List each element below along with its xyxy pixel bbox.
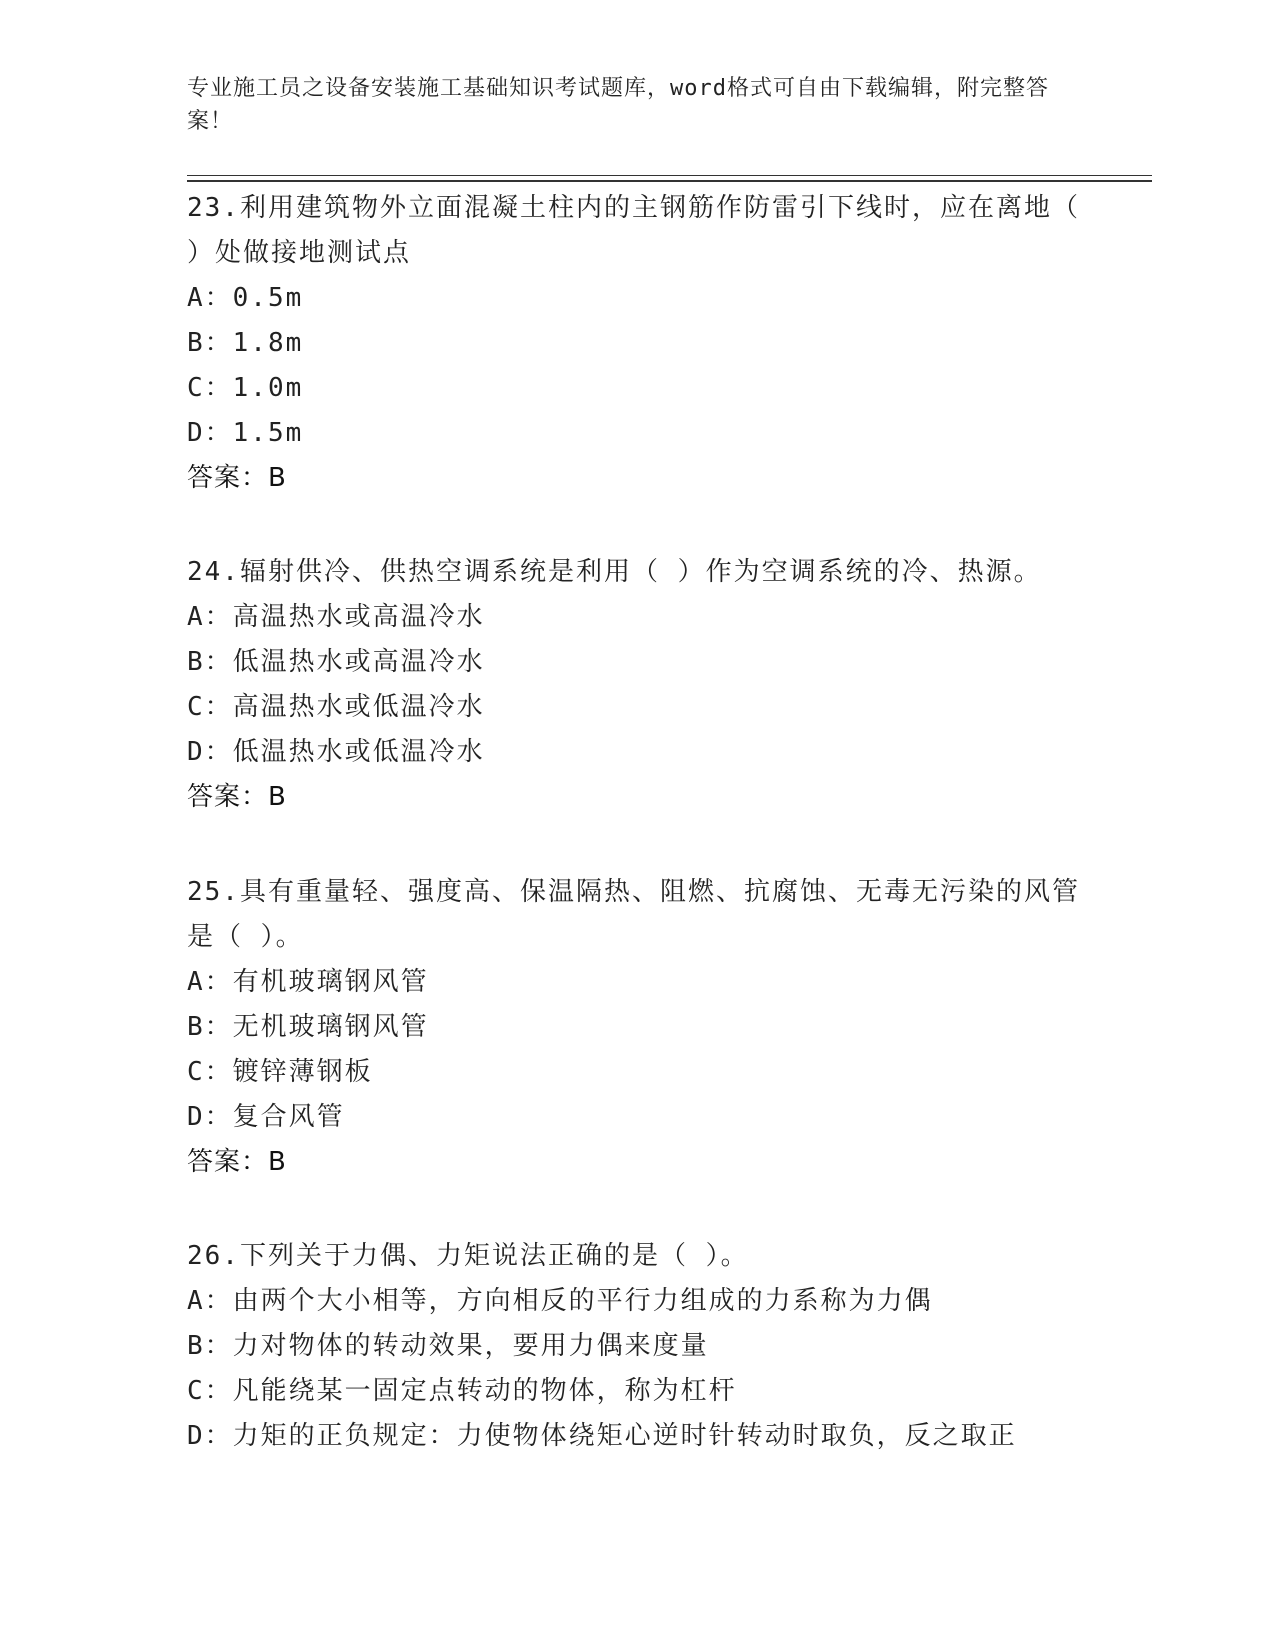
answer: 答案：B	[187, 782, 287, 812]
header-divider-thin	[187, 175, 1152, 176]
answer: 答案：B	[187, 463, 287, 493]
option-d: D：复合风管	[187, 1102, 345, 1132]
option-d: D：低温热水或低温冷水	[187, 737, 485, 767]
option-b: B：无机玻璃钢风管	[187, 1012, 429, 1042]
option-d: D：1.5m	[187, 418, 304, 448]
question-26	[187, 1234, 1087, 1459]
question-25	[187, 870, 1087, 1185]
option-b: B：力对物体的转动效果，要用力偶来度量	[187, 1331, 709, 1361]
option-c: C：1.0m	[187, 373, 304, 403]
option-a: A：由两个大小相等，方向相反的平行力组成的力系称为力偶	[187, 1286, 933, 1316]
option-c: C：凡能绕某一固定点转动的物体，称为杠杆	[187, 1376, 737, 1406]
option-a: A：有机玻璃钢风管	[187, 967, 429, 997]
option-b: B：1.8m	[187, 328, 304, 358]
option-c: C：镀锌薄钢板	[187, 1057, 373, 1087]
document-header: 专业施工员之设备安装施工基础知识考试题库，word格式可自由下载编辑，附完整答案！	[187, 76, 1049, 134]
option-b: B：低温热水或高温冷水	[187, 647, 485, 677]
option-a: A：高温热水或高温冷水	[187, 602, 485, 632]
option-a: A：0.5m	[187, 283, 304, 313]
question-23	[187, 186, 1087, 501]
question-24	[187, 550, 1087, 820]
header-divider-thick	[187, 180, 1152, 182]
option-c: C：高温热水或低温冷水	[187, 692, 485, 722]
question-stem: 26.下列关于力偶、力矩说法正确的是（ ）。	[187, 1241, 749, 1271]
question-stem: 23.利用建筑物外立面混凝土柱内的主钢筋作防雷引下线时，应在离地（ ）处做接地测试点	[187, 193, 1080, 268]
question-stem: 24.辐射供冷、供热空调系统是利用（ ）作为空调系统的冷、热源。	[187, 557, 1042, 587]
answer: 答案：B	[187, 1147, 287, 1177]
option-d: D：力矩的正负规定：力使物体绕矩心逆时针转动时取负，反之取正	[187, 1421, 1017, 1451]
question-stem: 25.具有重量轻、强度高、保温隔热、阻燃、抗腐蚀、无毒无污染的风管是（ ）。	[187, 877, 1080, 952]
